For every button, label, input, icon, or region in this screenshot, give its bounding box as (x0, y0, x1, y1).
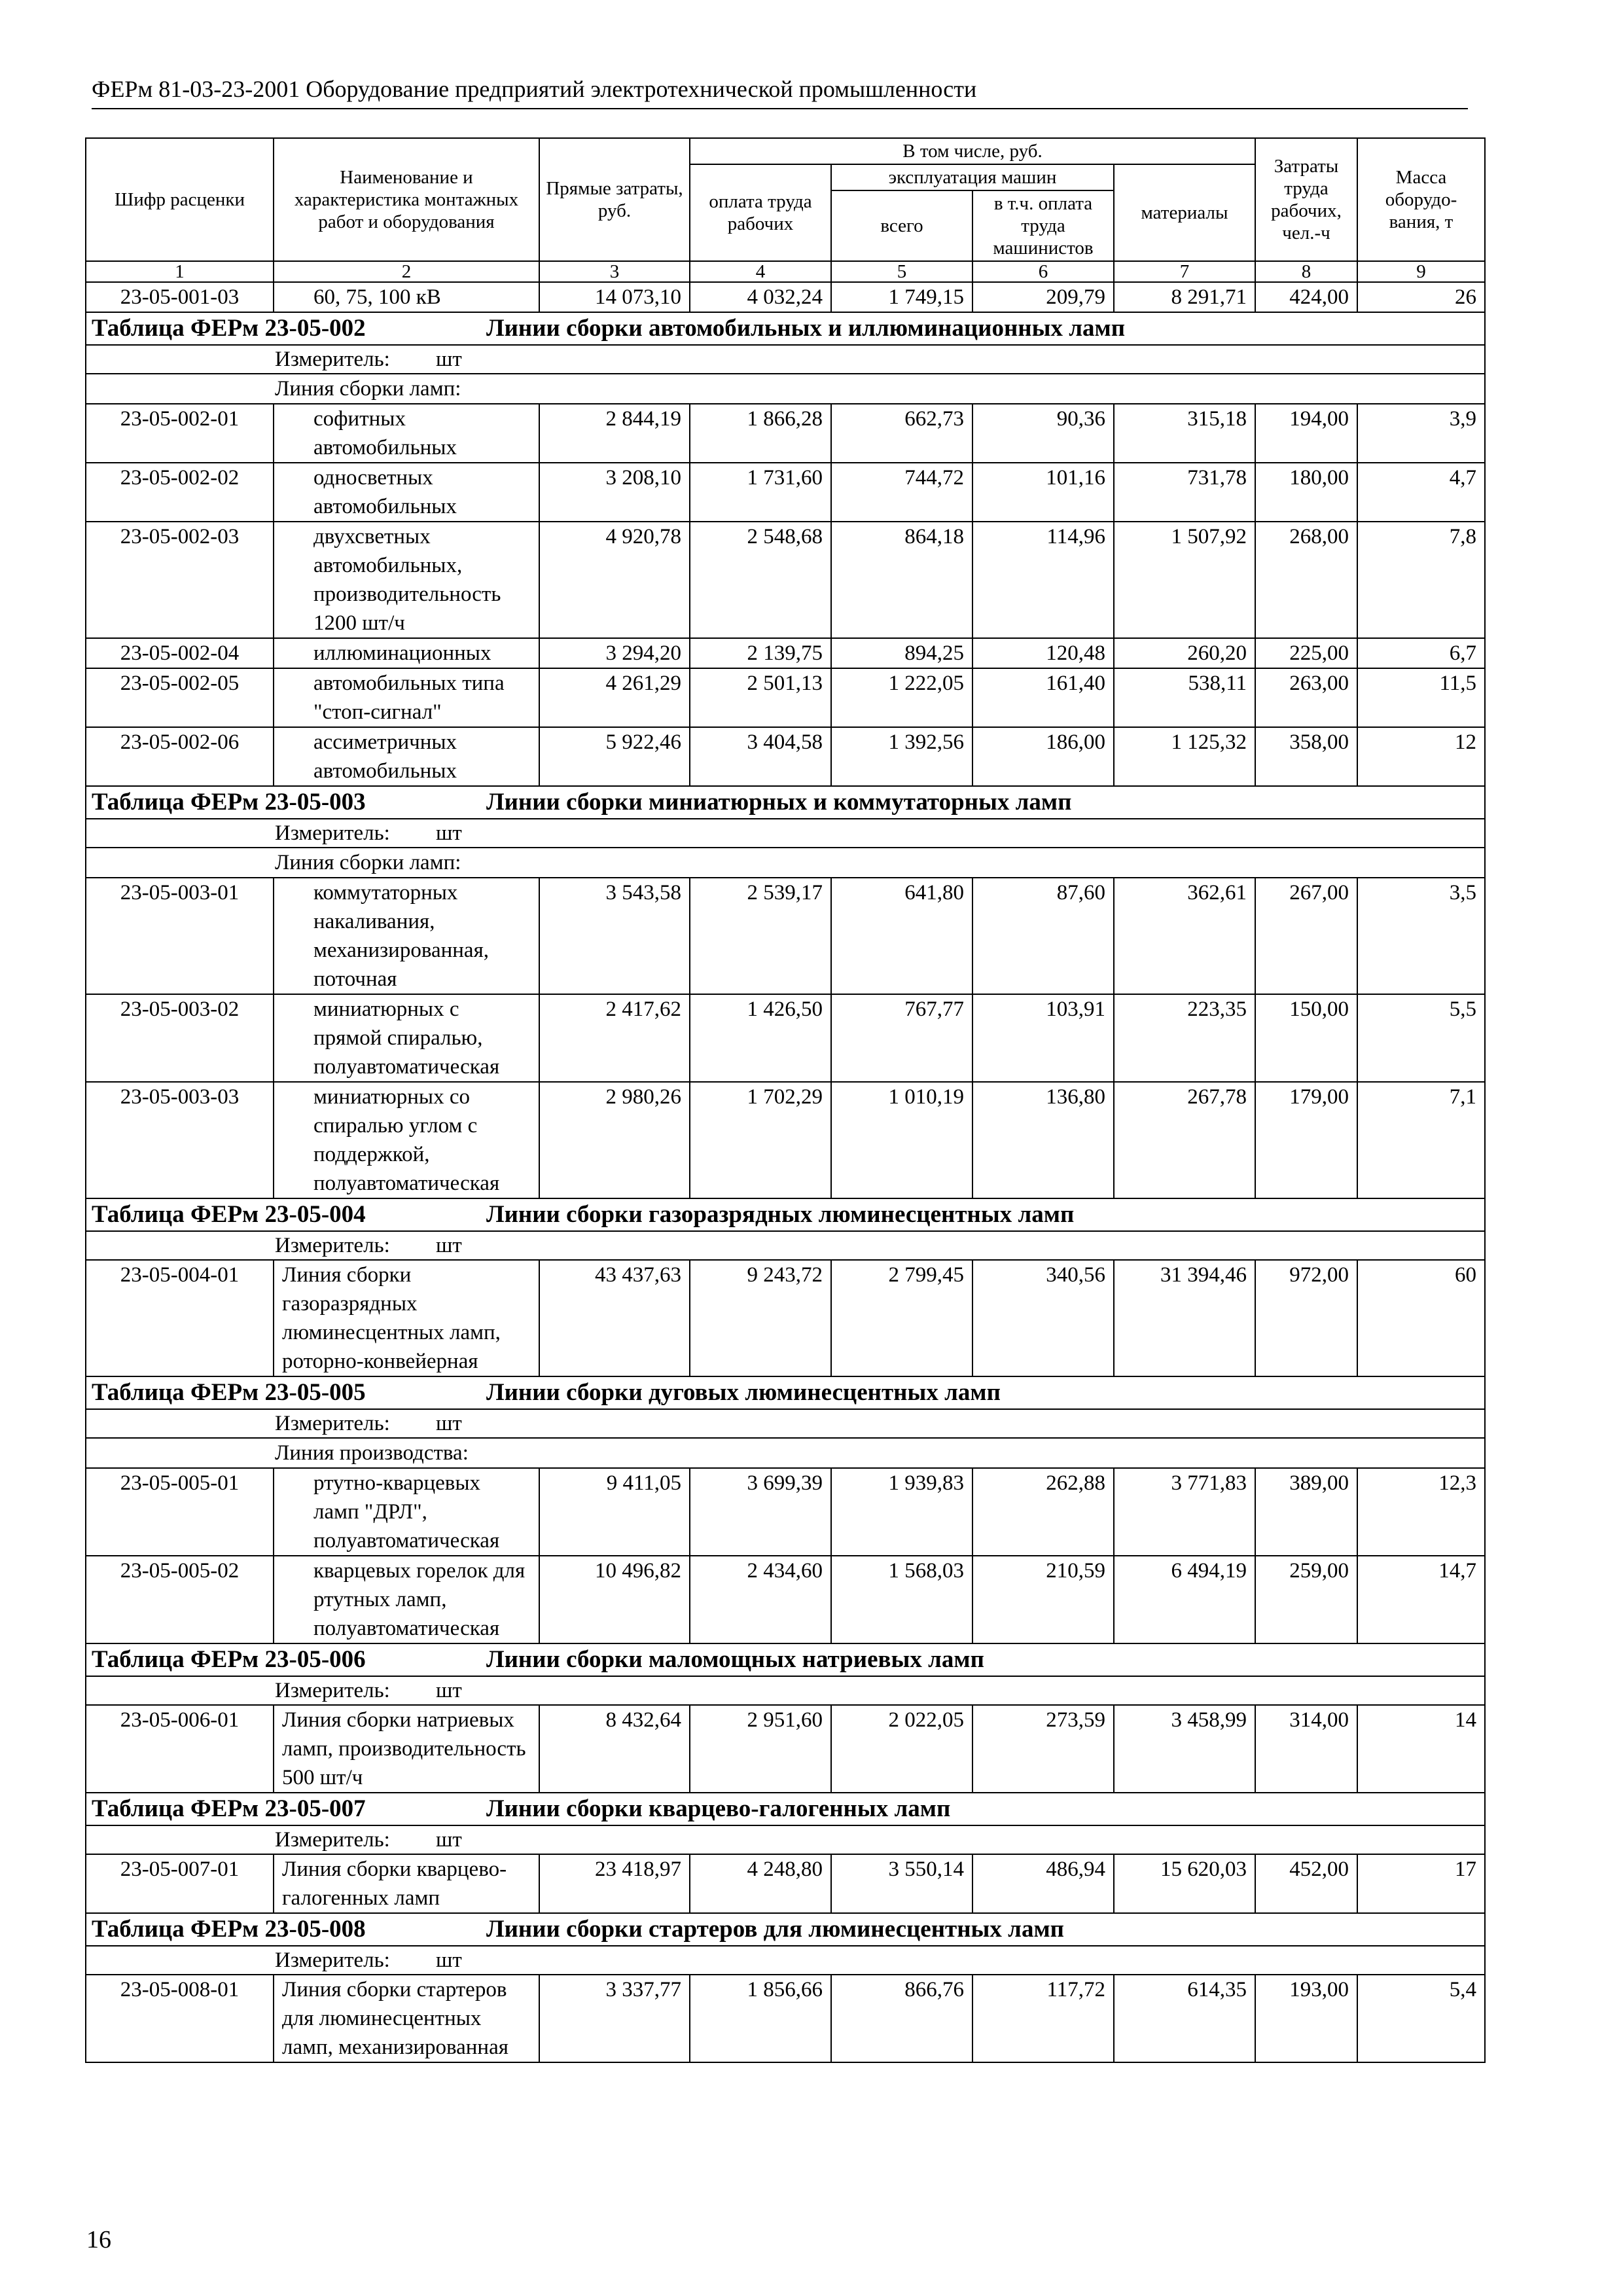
rates-table (85, 137, 1486, 2063)
table-row (86, 1854, 1485, 1913)
col-machines-labor-header: в т.ч. оплата труда машинистов (972, 190, 1114, 261)
row-code: 23-05-003-03 (86, 1082, 274, 1198)
measure-label: Измеритель: (275, 1412, 390, 1435)
row-name (274, 1468, 539, 1556)
section-title: Линии сборки газоразрядных люминесцентных ламп (486, 1201, 1075, 1228)
row-machines-labor: 90,36 (972, 404, 1114, 463)
measure-row (86, 1825, 1485, 1854)
row-materials: 614,35 (1114, 1975, 1255, 2062)
measure-cell (86, 1231, 1485, 1260)
row-mass: 17 (1357, 1854, 1485, 1913)
row-machines-labor: 161,40 (972, 668, 1114, 727)
row-machines-total: 1 222,05 (831, 668, 972, 727)
row-name-text: Линия сборки кварцево-галогенных ламп (282, 1857, 507, 1910)
table-row (86, 638, 1485, 668)
measure-cell (86, 1409, 1485, 1438)
row-name (274, 668, 539, 727)
column-number: 6 (972, 261, 1114, 282)
row-mass: 7,1 (1357, 1082, 1485, 1198)
row-mass: 60 (1357, 1260, 1485, 1376)
row-code: 23-05-002-01 (86, 404, 274, 463)
row-direct-cost: 5 922,46 (539, 727, 690, 786)
measure-row (86, 345, 1485, 374)
row-labor-cost: 3 404,58 (690, 727, 831, 786)
row-name (274, 1854, 539, 1913)
group-row (86, 848, 1485, 878)
group-row (86, 1438, 1485, 1468)
row-name-text: миниатюрных со спиралью углом с поддержкой, полуавтоматическая (313, 1085, 500, 1195)
section-title: Линии сборки маломощных натриевых ламп (486, 1646, 984, 1673)
row-name (274, 1082, 539, 1198)
row-mass: 11,5 (1357, 668, 1485, 727)
page-header: ФЕРм 81-03-23-2001 Оборудование предприятий электротехнической промышленности (92, 76, 977, 102)
row-name-text: миниатюрных с прямой спиралью, полуавтоматическая (313, 997, 500, 1079)
section-code: Таблица ФЕРм 23-05-002 (92, 315, 366, 342)
row-labor-hours: 180,00 (1255, 463, 1357, 522)
row-direct-cost: 3 543,58 (539, 878, 690, 994)
row-materials: 15 620,03 (1114, 1854, 1255, 1913)
section-title-cell (86, 1793, 1485, 1825)
row-code: 23-05-002-02 (86, 463, 274, 522)
row-machines-labor: 273,59 (972, 1705, 1114, 1793)
row-machines-total: 2 022,05 (831, 1705, 972, 1793)
row-labor-cost: 2 951,60 (690, 1705, 831, 1793)
measure-row (86, 1409, 1485, 1438)
row-labor-hours: 268,00 (1255, 522, 1357, 638)
row-code: 23-05-001-03 (86, 282, 274, 312)
row-materials: 8 291,71 (1114, 282, 1255, 312)
group-label: Линия сборки ламп: (86, 374, 1485, 404)
measure-cell (86, 1825, 1485, 1854)
row-name-text: односветных автомобильных (313, 466, 457, 518)
table-row (86, 404, 1485, 463)
row-machines-total: 866,76 (831, 1975, 972, 2062)
row-machines-total: 1 010,19 (831, 1082, 972, 1198)
section-title-cell (86, 1198, 1485, 1231)
measure-unit: шт (436, 1679, 462, 1702)
row-materials: 6 494,19 (1114, 1556, 1255, 1643)
row-materials: 538,11 (1114, 668, 1255, 727)
section-title: Линии сборки стартеров для люминесцентных ламп (486, 1916, 1064, 1943)
row-labor-cost: 1 702,29 (690, 1082, 831, 1198)
row-name-text: Линия сборки натриевых ламп, производительность 500 шт/ч (282, 1708, 526, 1789)
table-row (86, 668, 1485, 727)
row-direct-cost: 2 417,62 (539, 994, 690, 1082)
row-labor-cost: 1 866,28 (690, 404, 831, 463)
measure-label: Измеритель: (275, 1828, 390, 1852)
measure-unit: шт (436, 1234, 462, 1257)
section-title-row (86, 786, 1485, 819)
row-labor-hours: 267,00 (1255, 878, 1357, 994)
col-code-header: Шифр расценки (86, 138, 274, 261)
row-machines-labor: 209,79 (972, 282, 1114, 312)
row-materials: 1 507,92 (1114, 522, 1255, 638)
measure-cell (86, 819, 1485, 848)
row-code: 23-05-007-01 (86, 1854, 274, 1913)
row-labor-hours: 179,00 (1255, 1082, 1357, 1198)
col-labor-header: оплата труда рабочих (690, 164, 831, 261)
row-direct-cost: 9 411,05 (539, 1468, 690, 1556)
row-name-text: кварцевых горелок для ртутных ламп, полуавтоматическая (313, 1559, 526, 1640)
row-labor-cost: 4 032,24 (690, 282, 831, 312)
row-materials: 3 458,99 (1114, 1705, 1255, 1793)
col-machines-total-header: всего (831, 190, 972, 261)
row-name (274, 1556, 539, 1643)
column-number: 8 (1255, 261, 1357, 282)
row-labor-hours: 358,00 (1255, 727, 1357, 786)
table-row (86, 1556, 1485, 1643)
rates-table-container (85, 137, 1484, 2063)
row-direct-cost: 10 496,82 (539, 1556, 690, 1643)
row-mass: 3,9 (1357, 404, 1485, 463)
row-mass: 6,7 (1357, 638, 1485, 668)
section-title-cell (86, 1913, 1485, 1946)
row-mass: 7,8 (1357, 522, 1485, 638)
row-mass: 5,4 (1357, 1975, 1485, 2062)
measure-unit: шт (436, 1948, 462, 1972)
row-machines-labor: 101,16 (972, 463, 1114, 522)
section-title-cell (86, 312, 1485, 345)
row-machines-labor: 186,00 (972, 727, 1114, 786)
row-mass: 4,7 (1357, 463, 1485, 522)
row-labor-cost: 1 731,60 (690, 463, 831, 522)
row-mass: 5,5 (1357, 994, 1485, 1082)
section-code: Таблица ФЕРм 23-05-007 (92, 1795, 366, 1822)
row-code: 23-05-002-04 (86, 638, 274, 668)
row-name-text: коммутаторных накаливания, механизированная, поточная (313, 881, 490, 991)
row-direct-cost: 23 418,97 (539, 1854, 690, 1913)
column-number: 3 (539, 261, 690, 282)
row-machines-total: 864,18 (831, 522, 972, 638)
row-machines-labor: 120,48 (972, 638, 1114, 668)
column-number: 7 (1114, 261, 1255, 282)
row-name-text: двухсветных автомобильных, производительность 1200 шт/ч (313, 525, 501, 635)
column-number-row (86, 261, 1485, 282)
measure-label: Измеритель: (275, 1679, 390, 1702)
row-labor-cost: 4 248,80 (690, 1854, 831, 1913)
row-labor-hours: 263,00 (1255, 668, 1357, 727)
row-machines-labor: 87,60 (972, 878, 1114, 994)
row-name (274, 727, 539, 786)
table-row (86, 1468, 1485, 1556)
measure-label: Измеритель: (275, 821, 390, 845)
measure-row (86, 1231, 1485, 1260)
row-direct-cost: 8 432,64 (539, 1705, 690, 1793)
row-machines-total: 641,80 (831, 878, 972, 994)
row-labor-cost: 2 139,75 (690, 638, 831, 668)
col-mass-header: Масса оборудо-вания, т (1357, 138, 1485, 261)
row-materials: 260,20 (1114, 638, 1255, 668)
section-title: Линии сборки кварцево-галогенных ламп (486, 1795, 951, 1822)
measure-unit: шт (436, 821, 462, 845)
section-code: Таблица ФЕРм 23-05-004 (92, 1201, 366, 1228)
row-name-text: софитных автомобильных (313, 407, 457, 459)
table-row (86, 727, 1485, 786)
row-labor-hours: 424,00 (1255, 282, 1357, 312)
table-row (86, 1705, 1485, 1793)
row-name-text: иллюминационных (313, 641, 491, 665)
row-name (274, 878, 539, 994)
row-materials: 731,78 (1114, 463, 1255, 522)
column-number: 5 (831, 261, 972, 282)
row-direct-cost: 4 920,78 (539, 522, 690, 638)
table-row (86, 1260, 1485, 1376)
row-machines-labor: 486,94 (972, 1854, 1114, 1913)
section-title-row (86, 1793, 1485, 1825)
row-machines-labor: 262,88 (972, 1468, 1114, 1556)
section-title: Линии сборки автомобильных и иллюминационных ламп (486, 315, 1126, 342)
section-title-row (86, 1913, 1485, 1946)
table-body (86, 282, 1485, 2062)
row-machines-total: 1 392,56 (831, 727, 972, 786)
row-labor-hours: 389,00 (1255, 1468, 1357, 1556)
column-number: 2 (274, 261, 539, 282)
row-materials: 315,18 (1114, 404, 1255, 463)
row-name-text: 60, 75, 100 кВ (313, 285, 441, 309)
row-machines-total: 744,72 (831, 463, 972, 522)
row-code: 23-05-006-01 (86, 1705, 274, 1793)
row-materials: 267,78 (1114, 1082, 1255, 1198)
measure-label: Измеритель: (275, 1234, 390, 1257)
group-label: Линия сборки ламп: (86, 848, 1485, 878)
section-code: Таблица ФЕРм 23-05-008 (92, 1916, 366, 1943)
page-number: 16 (86, 2226, 111, 2253)
row-name (274, 463, 539, 522)
row-code: 23-05-002-05 (86, 668, 274, 727)
row-labor-cost: 1 856,66 (690, 1975, 831, 2062)
section-title-row (86, 1198, 1485, 1231)
section-title-cell (86, 1643, 1485, 1676)
row-labor-hours: 150,00 (1255, 994, 1357, 1082)
row-name (274, 638, 539, 668)
row-name (274, 522, 539, 638)
column-number: 4 (690, 261, 831, 282)
row-direct-cost: 43 437,63 (539, 1260, 690, 1376)
row-labor-cost: 2 548,68 (690, 522, 831, 638)
table-row (86, 994, 1485, 1082)
row-name-text: Линия сборки стартеров для люминесцентных ламп, механизированная (282, 1978, 508, 2059)
row-name (274, 404, 539, 463)
measure-cell (86, 1676, 1485, 1705)
row-machines-total: 662,73 (831, 404, 972, 463)
measure-row (86, 1676, 1485, 1705)
table-head (86, 138, 1485, 282)
measure-cell (86, 1946, 1485, 1975)
row-machines-total: 1 939,83 (831, 1468, 972, 1556)
measure-cell (86, 345, 1485, 374)
group-label: Линия производства: (86, 1438, 1485, 1468)
row-labor-hours: 225,00 (1255, 638, 1357, 668)
row-labor-hours: 972,00 (1255, 1260, 1357, 1376)
section-code: Таблица ФЕРм 23-05-005 (92, 1379, 366, 1406)
row-materials: 1 125,32 (1114, 727, 1255, 786)
row-machines-total: 1 749,15 (831, 282, 972, 312)
row-mass: 14,7 (1357, 1556, 1485, 1643)
header-rule (92, 108, 1468, 109)
table-row (86, 522, 1485, 638)
row-direct-cost: 3 294,20 (539, 638, 690, 668)
group-row (86, 374, 1485, 404)
table-row (86, 463, 1485, 522)
row-labor-cost: 9 243,72 (690, 1260, 831, 1376)
measure-label: Измеритель: (275, 348, 390, 371)
row-name-text: ртутно-кварцевых ламп "ДРЛ", полуавтоматическая (313, 1471, 500, 1552)
row-labor-hours: 193,00 (1255, 1975, 1357, 2062)
table-row (86, 878, 1485, 994)
row-mass: 26 (1357, 282, 1485, 312)
row-name (274, 1705, 539, 1793)
table-row (86, 282, 1485, 312)
row-direct-cost: 3 337,77 (539, 1975, 690, 2062)
row-direct-cost: 14 073,10 (539, 282, 690, 312)
row-direct-cost: 3 208,10 (539, 463, 690, 522)
row-machines-total: 767,77 (831, 994, 972, 1082)
section-title: Линии сборки дуговых люминесцентных ламп (486, 1379, 1001, 1406)
row-labor-hours: 452,00 (1255, 1854, 1357, 1913)
row-machines-labor: 210,59 (972, 1556, 1114, 1643)
row-machines-labor: 114,96 (972, 522, 1114, 638)
row-mass: 14 (1357, 1705, 1485, 1793)
row-machines-labor: 340,56 (972, 1260, 1114, 1376)
col-direct-header: Прямые затраты, руб. (539, 138, 690, 261)
measure-row (86, 819, 1485, 848)
row-mass: 12 (1357, 727, 1485, 786)
section-code: Таблица ФЕРм 23-05-003 (92, 789, 366, 816)
row-materials: 3 771,83 (1114, 1468, 1255, 1556)
row-materials: 223,35 (1114, 994, 1255, 1082)
row-code: 23-05-008-01 (86, 1975, 274, 2062)
row-machines-total: 3 550,14 (831, 1854, 972, 1913)
row-name (274, 994, 539, 1082)
row-labor-cost: 2 539,17 (690, 878, 831, 994)
row-code: 23-05-005-01 (86, 1468, 274, 1556)
row-labor-cost: 2 434,60 (690, 1556, 831, 1643)
row-mass: 12,3 (1357, 1468, 1485, 1556)
section-title-row (86, 1643, 1485, 1676)
row-labor-cost: 1 426,50 (690, 994, 831, 1082)
row-code: 23-05-002-03 (86, 522, 274, 638)
row-code: 23-05-003-02 (86, 994, 274, 1082)
row-direct-cost: 4 261,29 (539, 668, 690, 727)
measure-unit: шт (436, 348, 462, 371)
section-title-row (86, 1376, 1485, 1409)
row-code: 23-05-004-01 (86, 1260, 274, 1376)
row-direct-cost: 2 980,26 (539, 1082, 690, 1198)
row-name-text: Линия сборки газоразрядных люминесцентных ламп, роторно-конвейерная (282, 1263, 501, 1373)
row-materials: 362,61 (1114, 878, 1255, 994)
section-title: Линии сборки миниатюрных и коммутаторных ламп (486, 789, 1072, 816)
row-machines-total: 2 799,45 (831, 1260, 972, 1376)
row-machines-total: 1 568,03 (831, 1556, 972, 1643)
section-title-cell (86, 1376, 1485, 1409)
section-code: Таблица ФЕРм 23-05-006 (92, 1646, 366, 1673)
row-code: 23-05-003-01 (86, 878, 274, 994)
col-materials-header: материалы (1114, 164, 1255, 261)
col-incl-header: В том числе, руб. (690, 138, 1255, 164)
row-labor-cost: 3 699,39 (690, 1468, 831, 1556)
col-hours-header: Затраты труда рабочих, чел.-ч (1255, 138, 1357, 261)
row-mass: 3,5 (1357, 878, 1485, 994)
col-machines-header: эксплуатация машин (831, 164, 1114, 190)
table-row (86, 1975, 1485, 2062)
col-name-header: Наименование и характеристика монтажных работ и оборудования (274, 138, 539, 261)
row-code: 23-05-002-06 (86, 727, 274, 786)
row-labor-cost: 2 501,13 (690, 668, 831, 727)
row-code: 23-05-005-02 (86, 1556, 274, 1643)
table-row (86, 1082, 1485, 1198)
column-number: 1 (86, 261, 274, 282)
row-materials: 31 394,46 (1114, 1260, 1255, 1376)
measure-unit: шт (436, 1828, 462, 1852)
row-name (274, 1260, 539, 1376)
row-labor-hours: 314,00 (1255, 1705, 1357, 1793)
row-labor-hours: 259,00 (1255, 1556, 1357, 1643)
row-name-text: автомобильных типа "стоп-сигнал" (313, 672, 505, 724)
section-title-row (86, 312, 1485, 345)
row-direct-cost: 2 844,19 (539, 404, 690, 463)
row-name-text: ассиметричных автомобильных (313, 730, 457, 783)
row-machines-total: 894,25 (831, 638, 972, 668)
row-name (274, 1975, 539, 2062)
section-title-cell (86, 786, 1485, 819)
measure-unit: шт (436, 1412, 462, 1435)
column-number: 9 (1357, 261, 1485, 282)
row-machines-labor: 136,80 (972, 1082, 1114, 1198)
measure-label: Измеритель: (275, 1948, 390, 1972)
row-name (274, 282, 539, 312)
measure-row (86, 1946, 1485, 1975)
row-machines-labor: 117,72 (972, 1975, 1114, 2062)
row-labor-hours: 194,00 (1255, 404, 1357, 463)
row-machines-labor: 103,91 (972, 994, 1114, 1082)
